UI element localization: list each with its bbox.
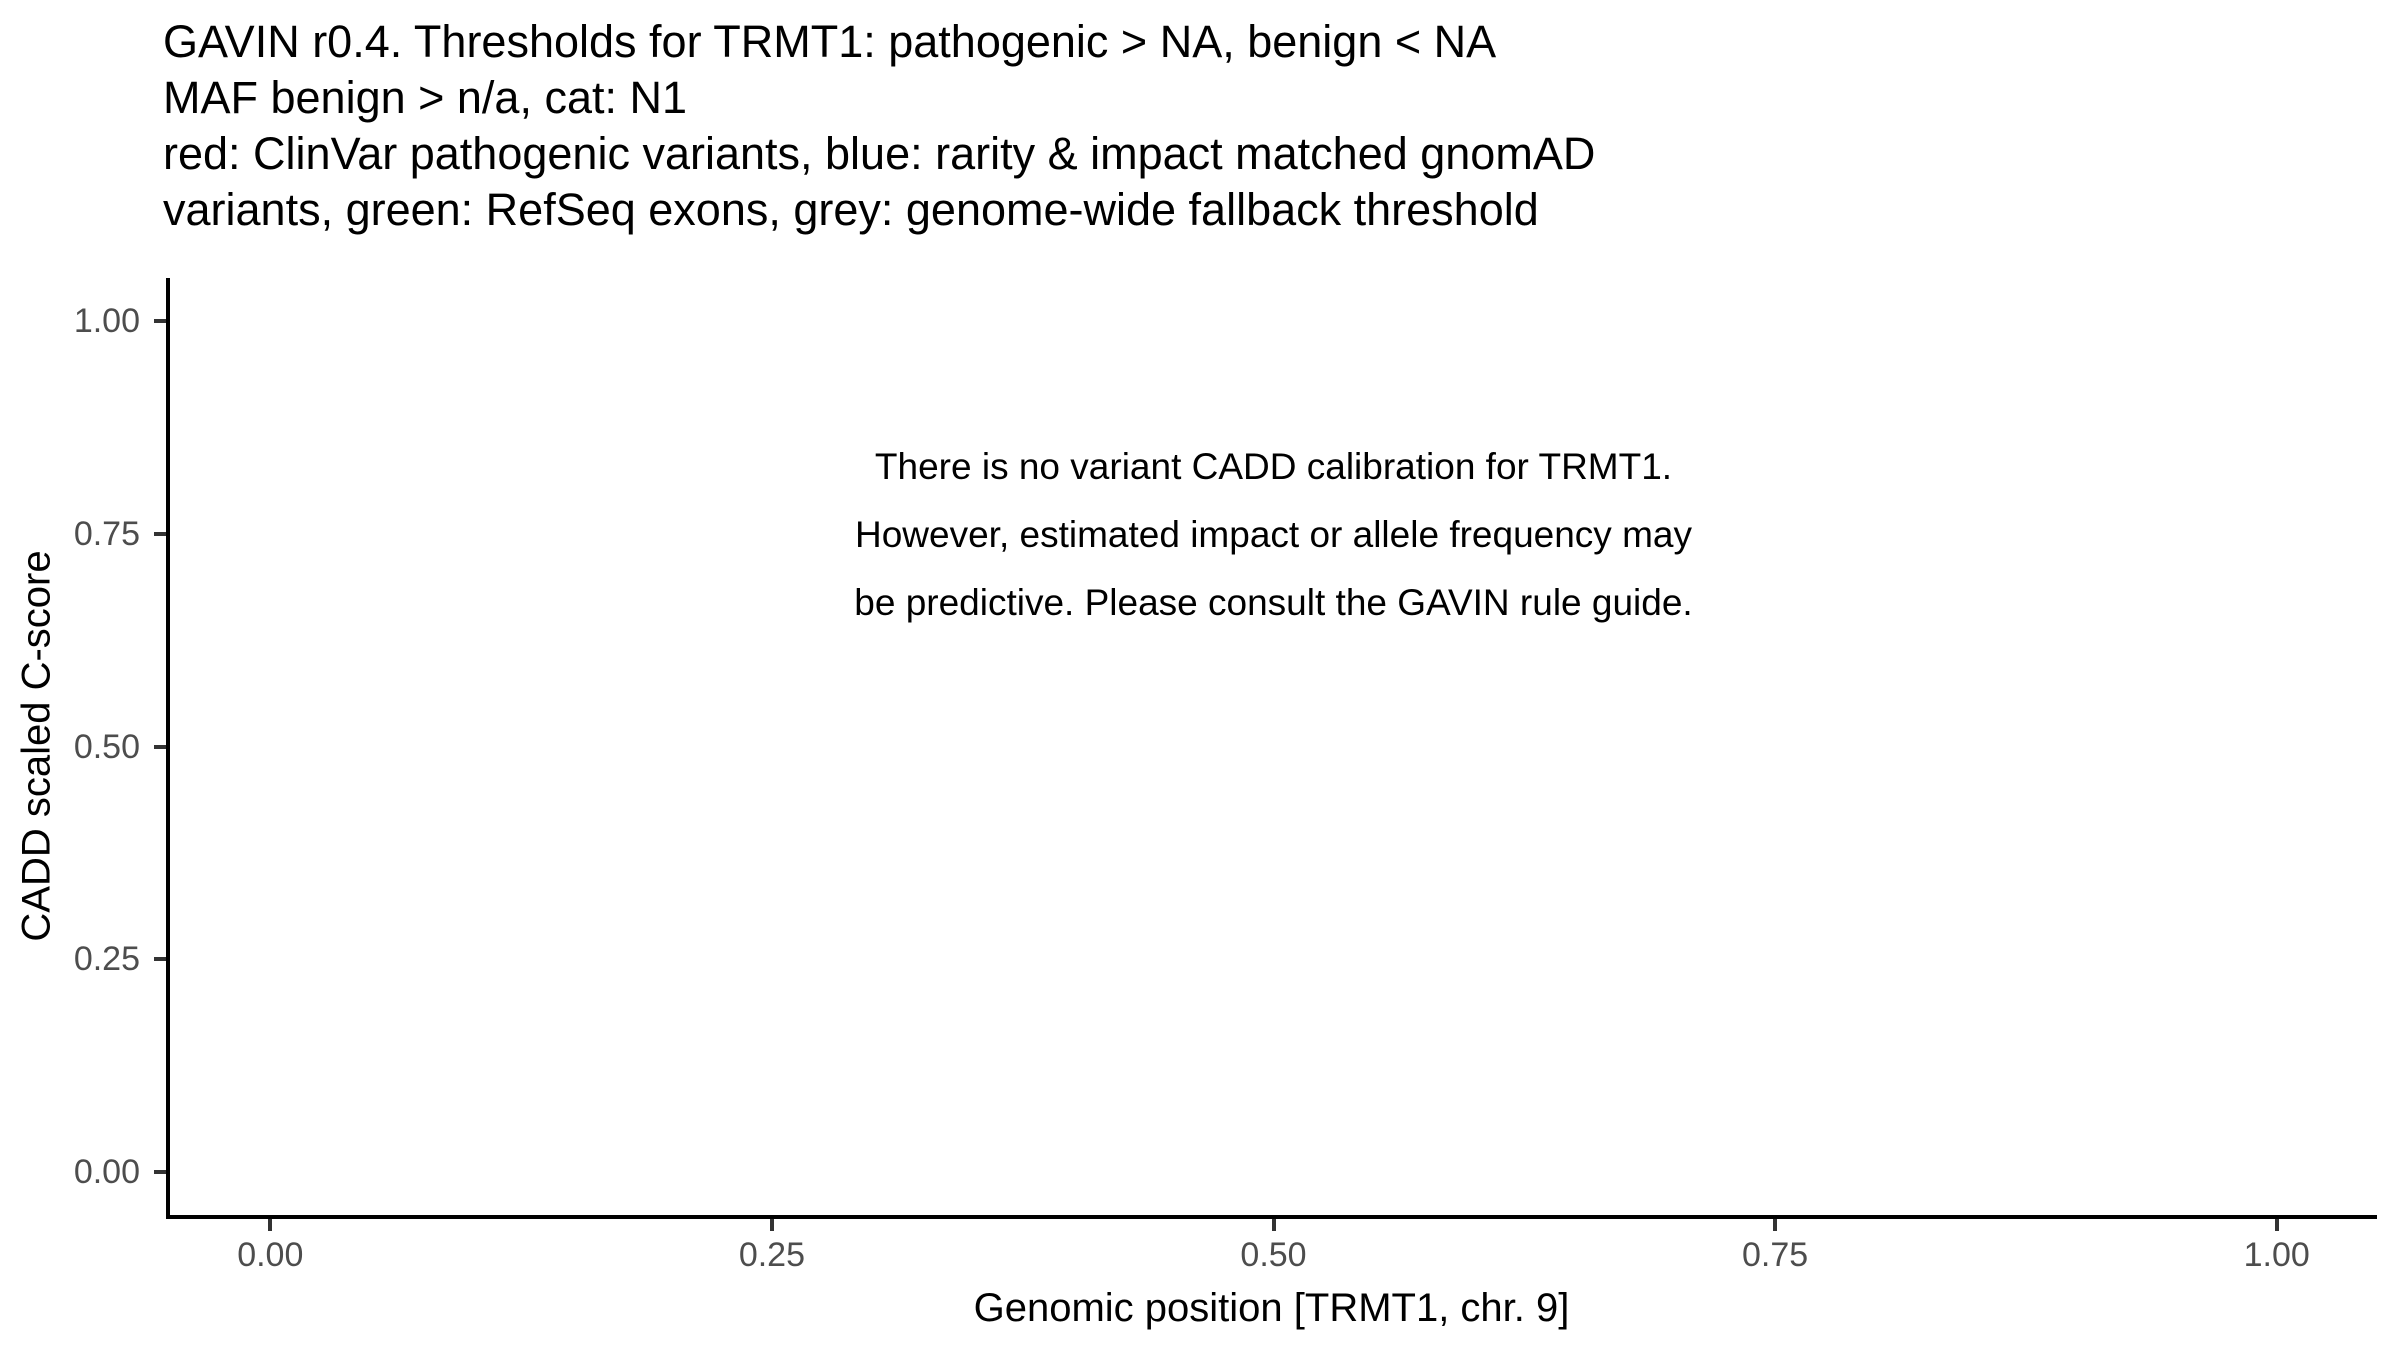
y-axis-tick-label: 0.25 <box>73 940 140 979</box>
x-axis-tick-label: 0.00 <box>237 1236 304 1274</box>
y-axis-tick-mark <box>154 532 166 536</box>
annotation-line-1: There is no variant CADD calibration for TRMT1. <box>874 446 1673 487</box>
y-axis-title: CADD scaled C-score <box>14 550 59 942</box>
x-axis-tick-mark <box>1272 1219 1276 1231</box>
annotation-line-2: However, estimated impact or allele frequency may <box>855 514 1692 555</box>
chart-title-line-3: red: ClinVar pathogenic variants, blue: rarity & impact matched gnomAD <box>163 128 1596 179</box>
x-axis-tick-mark <box>1773 1219 1777 1231</box>
chart-title <box>163 14 1595 238</box>
y-axis-tick-mark <box>154 745 166 749</box>
annotation-line-3: be predictive. Please consult the GAVIN rule guide. <box>854 582 1693 623</box>
no-calibration-annotation <box>170 433 2377 637</box>
x-axis-tick-label: 0.25 <box>738 1236 805 1274</box>
y-axis-tick-label: 0.75 <box>73 514 140 553</box>
x-axis-tick-mark <box>268 1219 272 1231</box>
y-axis-tick-mark <box>154 957 166 961</box>
y-axis-tick-mark <box>154 319 166 323</box>
chart-title-line-4: variants, green: RefSeq exons, grey: genome-wide fallback threshold <box>163 184 1539 235</box>
x-axis-tick-mark <box>2275 1219 2279 1231</box>
y-axis-tick-label: 0.00 <box>73 1153 140 1192</box>
chart-title-line-2: MAF benign > n/a, cat: N1 <box>163 72 688 123</box>
x-axis-tick-mark <box>770 1219 774 1231</box>
chart-title-line-1: GAVIN r0.4. Thresholds for TRMT1: pathogenic > NA, benign < NA <box>163 16 1497 67</box>
plot-panel <box>73 278 2377 1274</box>
y-axis-tick-mark <box>154 1170 166 1174</box>
y-axis-tick-label: 1.00 <box>73 301 140 340</box>
y-axis-tick-label: 0.50 <box>73 727 140 766</box>
x-axis-title: Genomic position [TRMT1, chr. 9] <box>973 1286 1570 1330</box>
x-axis-tick-label: 1.00 <box>2243 1236 2310 1274</box>
x-axis-tick-label: 0.50 <box>1240 1236 1307 1274</box>
x-axis-tick-label: 0.75 <box>1741 1236 1809 1274</box>
